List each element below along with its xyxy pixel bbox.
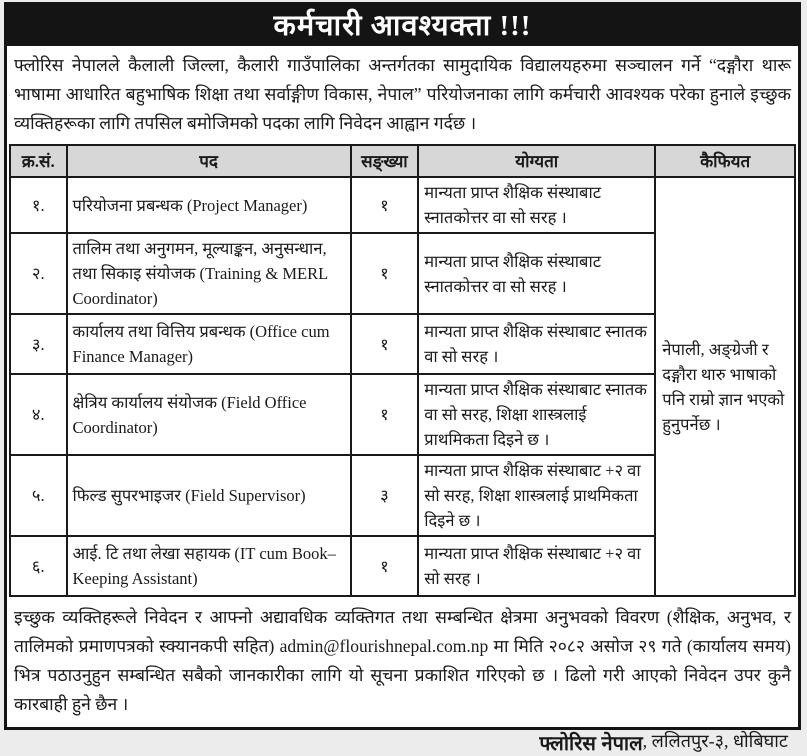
row-position: आई. टि तथा लेखा सहायक (IT cum Book–Keeping Assistant) xyxy=(67,536,351,596)
row-position: कार्यालय तथा वित्तिय प्रबन्धक (Office cum Finance Manager) xyxy=(67,314,351,374)
header-remarks: कैफियत xyxy=(655,145,795,177)
intro-paragraph: फ्लोरिस नेपालले कैलाली जिल्ला, कैलारी गाउँपालिका अन्तर्गतका सामुदायिक विद्यालयहरुमा सञ्चालन गर्ने “दङ्गौरा थारू भाषामा आधारित बहुभाषिक शिक्षा तथा सर्वाङ्गीण विकास, नेपाल” परियोजनाका लागि कर्मचारी आवश्यक परेका हुनाले इच्छुक व्यक्तिहरूका लागि तपसिल बमोजिमको पदका लागि निवेदन आह्वान गर्दछ । xyxy=(14,55,791,133)
header-count: सङ्ख्या xyxy=(351,145,419,177)
row-sn: २. xyxy=(10,233,67,314)
vacancy-table xyxy=(9,144,796,597)
row-sn: १. xyxy=(10,177,67,233)
signature-line xyxy=(7,723,798,756)
row-count: ३ xyxy=(351,455,419,536)
footer-text-before-email: इच्छुक व्यक्तिहरूले निवेदन र आफ्नो अद्यावधिक व्यक्तिगत तथा सम्बन्धित क्षेत्रमा अनुभवको विवरण (शैक्षिक, अनुभव, र तालिमको प्रमाणपत्रको स्क्यानकपी सहित) xyxy=(14,607,791,656)
row-count: १ xyxy=(351,233,419,314)
header-qualification: योग्यता xyxy=(418,145,655,177)
contact-email: admin@flourishnepal.com.np xyxy=(279,636,489,656)
organization-name: फ्लोरिस नेपाल xyxy=(539,733,643,755)
row-count: १ xyxy=(351,314,419,374)
row-count: १ xyxy=(351,177,419,233)
row-count: १ xyxy=(351,536,419,596)
remarks-merged-cell: नेपाली, अङ्ग्रेजी र दङ्गौरा थारु भाषाको पनि राम्रो ज्ञान भएको हुनुपर्नेछ । xyxy=(655,177,795,596)
row-qualification: मान्यता प्राप्त शैक्षिक संस्थाबाट +२ वा सो सरह । xyxy=(418,536,655,596)
footer-text-after-email: मा मिति २०८२ असोज २९ गते (कार्यालय समय) भित्र पठाउनुहुन सम्बन्धित सबैको जानकारीका लागि यो सूचना प्रकाशित गरिएको छ । ढिलो गरी आएको निवेदन उपर कुनै कारबाही हुने छैन । xyxy=(14,636,791,714)
footer-paragraph xyxy=(7,597,798,723)
row-sn: ४. xyxy=(10,374,67,455)
row-count: १ xyxy=(351,374,419,455)
page-title: कर्मचारी आवश्यक्ता !!! xyxy=(273,10,532,42)
organization-address: , ललितपुर-३, धोबिघाट xyxy=(642,731,788,751)
header-position: पद xyxy=(67,145,351,177)
row-position: फिल्ड सुपरभाइजर (Field Supervisor) xyxy=(67,455,351,536)
table-header-row xyxy=(10,145,795,177)
row-sn: ६. xyxy=(10,536,67,596)
row-position: क्षेत्रिय कार्यालय संयोजक (Field Office Coordinator) xyxy=(67,374,351,455)
row-position: परियोजना प्रबन्धक (Project Manager) xyxy=(67,177,351,233)
header-sn: क्र.सं. xyxy=(10,145,67,177)
row-qualification: मान्यता प्राप्त शैक्षिक संस्थाबाट स्नातक वा सो सरह । xyxy=(418,314,655,374)
notice-document xyxy=(4,2,801,755)
row-qualification: मान्यता प्राप्त शैक्षिक संस्थाबाट स्नातकोत्तर वा सो सरह । xyxy=(418,177,655,233)
row-sn: ३. xyxy=(10,314,67,374)
row-qualification: मान्यता प्राप्त शैक्षिक संस्थाबाट +२ वा सो सरह, शिक्षा शास्त्रलाई प्राथमिकता दिइने छ । xyxy=(418,455,655,536)
row-position: तालिम तथा अनुगमन, मूल्याङ्कन, अनुसन्धान, तथा सिकाइ संयोजक (Training & MERL Coordinator) xyxy=(67,233,351,314)
title-band xyxy=(7,5,798,46)
row-qualification: मान्यता प्राप्त शैक्षिक संस्थाबाट स्नातक वा सो सरह, शिक्षा शास्त्रलाई प्राथमिकता दिइने छ । xyxy=(418,374,655,455)
row-sn: ५. xyxy=(10,455,67,536)
table-row xyxy=(10,177,795,233)
row-qualification: मान्यता प्राप्त शैक्षिक संस्थाबाट स्नातकोत्तर वा सो सरह । xyxy=(418,233,655,314)
